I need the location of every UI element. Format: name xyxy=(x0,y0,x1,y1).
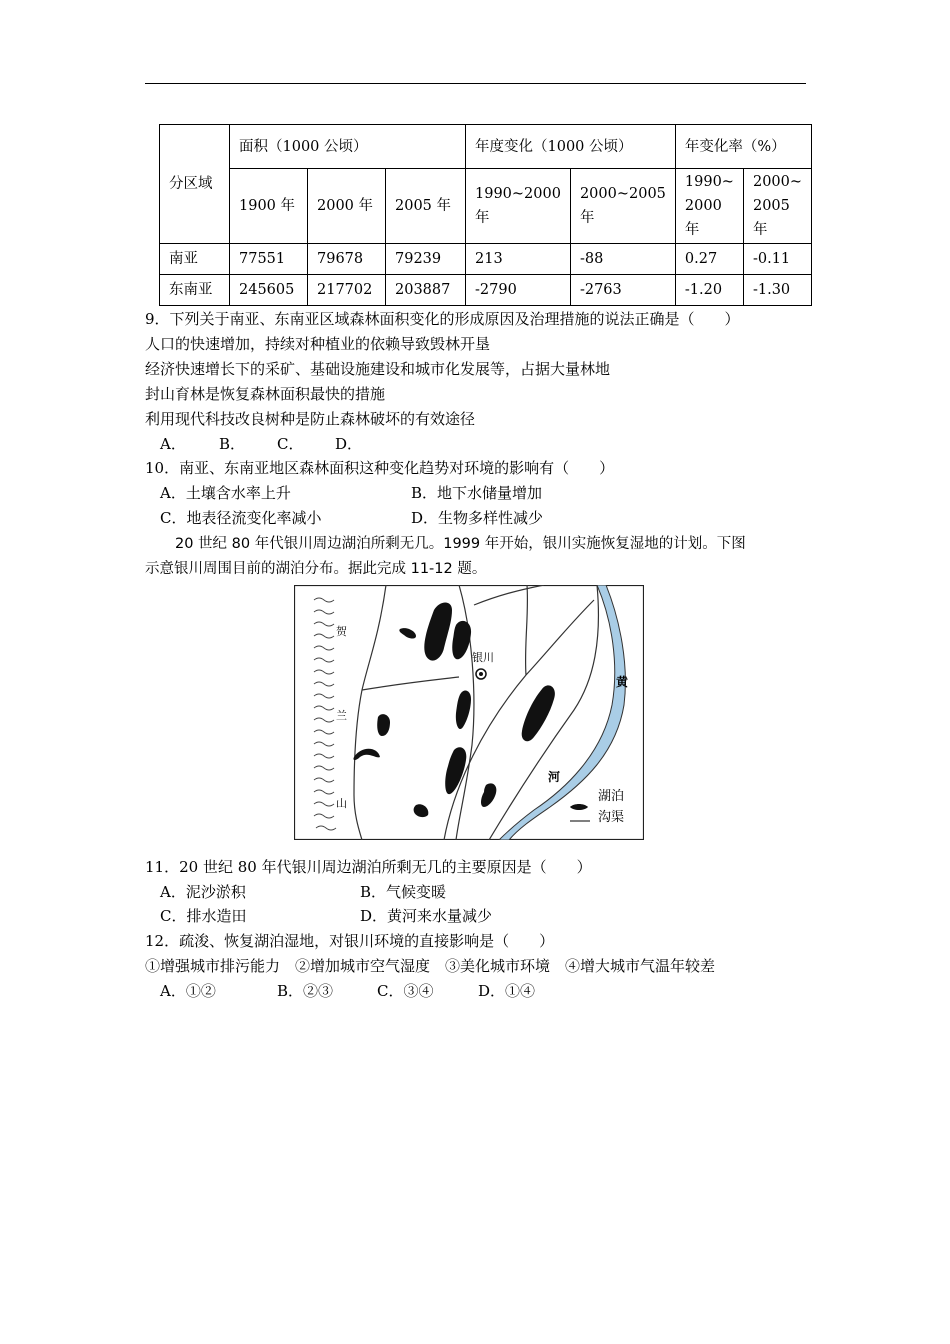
mountain-label: 贺 xyxy=(336,625,347,638)
q9-statement: 封山育林是恢复森林面积最快的措施 xyxy=(145,385,386,403)
q11-stem: 11．20 世纪 80 年代银川周边湖泊所剩无几的主要原因是（ ） xyxy=(145,858,592,876)
sub-header: 1990~2000 年 xyxy=(466,169,571,244)
table-cell: 203887 xyxy=(386,275,466,306)
table-cell: 217702 xyxy=(308,275,386,306)
q12-option-d[interactable]: D．①④ xyxy=(478,982,536,1000)
sub-header: 2000 年 xyxy=(308,169,386,244)
intro-line-2: 示意银川周围目前的湖泊分布。据此完成 11-12 题。 xyxy=(145,561,487,577)
q9-option-b[interactable]: B． xyxy=(219,435,246,453)
q11-option-a[interactable]: A．泥沙淤积 xyxy=(160,883,246,901)
table-cell: 77551 xyxy=(230,244,308,275)
region-header: 分区域 xyxy=(160,125,230,244)
table-cell: 0.27 xyxy=(675,244,743,275)
q11-option-d[interactable]: D．黄河来水量减少 xyxy=(360,907,493,925)
area-header: 面积（1000 公顷） xyxy=(230,125,466,169)
legend-canal-label: 沟渠 xyxy=(598,810,625,825)
q9-statement: 人口的快速增加，持续对种植业的依赖导致毁林开垦 xyxy=(145,335,491,353)
table-cell: -1.30 xyxy=(743,275,811,306)
header-rule xyxy=(145,83,806,84)
q10-stem: 10．南亚、东南亚地区森林面积这种变化趋势对环境的影响有（ ） xyxy=(145,459,615,477)
table-cell: -88 xyxy=(570,244,675,275)
sub-header: 1900 年 xyxy=(230,169,308,244)
mountain-label: 山 xyxy=(336,797,347,810)
q9-option-a[interactable]: A． xyxy=(160,435,186,453)
q12-option-c[interactable]: C．③④ xyxy=(377,982,434,1000)
q10-option-a[interactable]: A．土壤含水率上升 xyxy=(160,484,291,502)
q12-statements: ①增强城市排污能力 ②增加城市空气湿度 ③美化城市环境 ④增大城市气温年较差 xyxy=(145,957,716,975)
table-cell: -0.11 xyxy=(743,244,811,275)
change-header: 年度变化（1000 公顷） xyxy=(466,125,676,169)
table-cell: 245605 xyxy=(230,275,308,306)
sub-header: 2000~2005 年 xyxy=(570,169,675,244)
q12-stem: 12．疏浚、恢复湖泊湿地，对银川环境的直接影响是（ ） xyxy=(145,932,555,950)
intro-line-1: 20 世纪 80 年代银川周边湖泊所剩无几。1999 年开始，银川实施恢复湿地的计划。下图 xyxy=(175,536,746,552)
yinchuan-city-label: 银川 xyxy=(472,651,494,664)
q9-statement: 利用现代科技改良树种是防止森林破坏的有效途径 xyxy=(145,410,476,428)
q9-statement: 经济快速增长下的采矿、基础设施建设和城市化发展等，占据大量林地 xyxy=(145,360,611,378)
q10-option-c[interactable]: C．地表径流变化率减小 xyxy=(160,509,322,527)
q12-option-b[interactable]: B．②③ xyxy=(277,982,334,1000)
table-cell: -2763 xyxy=(570,275,675,306)
q9-option-c[interactable]: C． xyxy=(277,435,304,453)
q9-option-d[interactable]: D． xyxy=(335,435,363,453)
table-cell: 79239 xyxy=(386,244,466,275)
q11-option-b[interactable]: B．气候变暖 xyxy=(360,883,447,901)
table-row xyxy=(160,275,812,306)
q10-option-b[interactable]: B．地下水储量增加 xyxy=(411,484,543,502)
rate-header: 年变化率（%） xyxy=(675,125,811,169)
yinchuan-lake-map xyxy=(294,585,644,840)
river-label: 黄 xyxy=(616,675,629,689)
table-cell: -2790 xyxy=(466,275,571,306)
q12-option-a[interactable]: A．①② xyxy=(160,982,216,1000)
forest-area-table xyxy=(159,124,812,306)
region-cell: 东南亚 xyxy=(160,275,230,306)
table-cell: 79678 xyxy=(308,244,386,275)
sub-header: 2005 年 xyxy=(386,169,466,244)
region-cell: 南亚 xyxy=(160,244,230,275)
table-cell: -1.20 xyxy=(675,275,743,306)
q10-option-d[interactable]: D．生物多样性减少 xyxy=(411,509,544,527)
sub-header: 1990~ 2000 年 xyxy=(675,169,743,244)
legend-lake-label: 湖泊 xyxy=(598,789,625,804)
mountain-label: 兰 xyxy=(336,709,347,722)
q11-option-c[interactable]: C．排水造田 xyxy=(160,907,247,925)
sub-header: 2000~ 2005 年 xyxy=(743,169,811,244)
table-cell: 213 xyxy=(466,244,571,275)
river-label: 河 xyxy=(548,770,561,784)
table-row xyxy=(160,244,812,275)
q9-stem: 9．下列关于南亚、东南亚区域森林面积变化的形成原因及治理措施的说法正确是（ ） xyxy=(145,310,740,328)
